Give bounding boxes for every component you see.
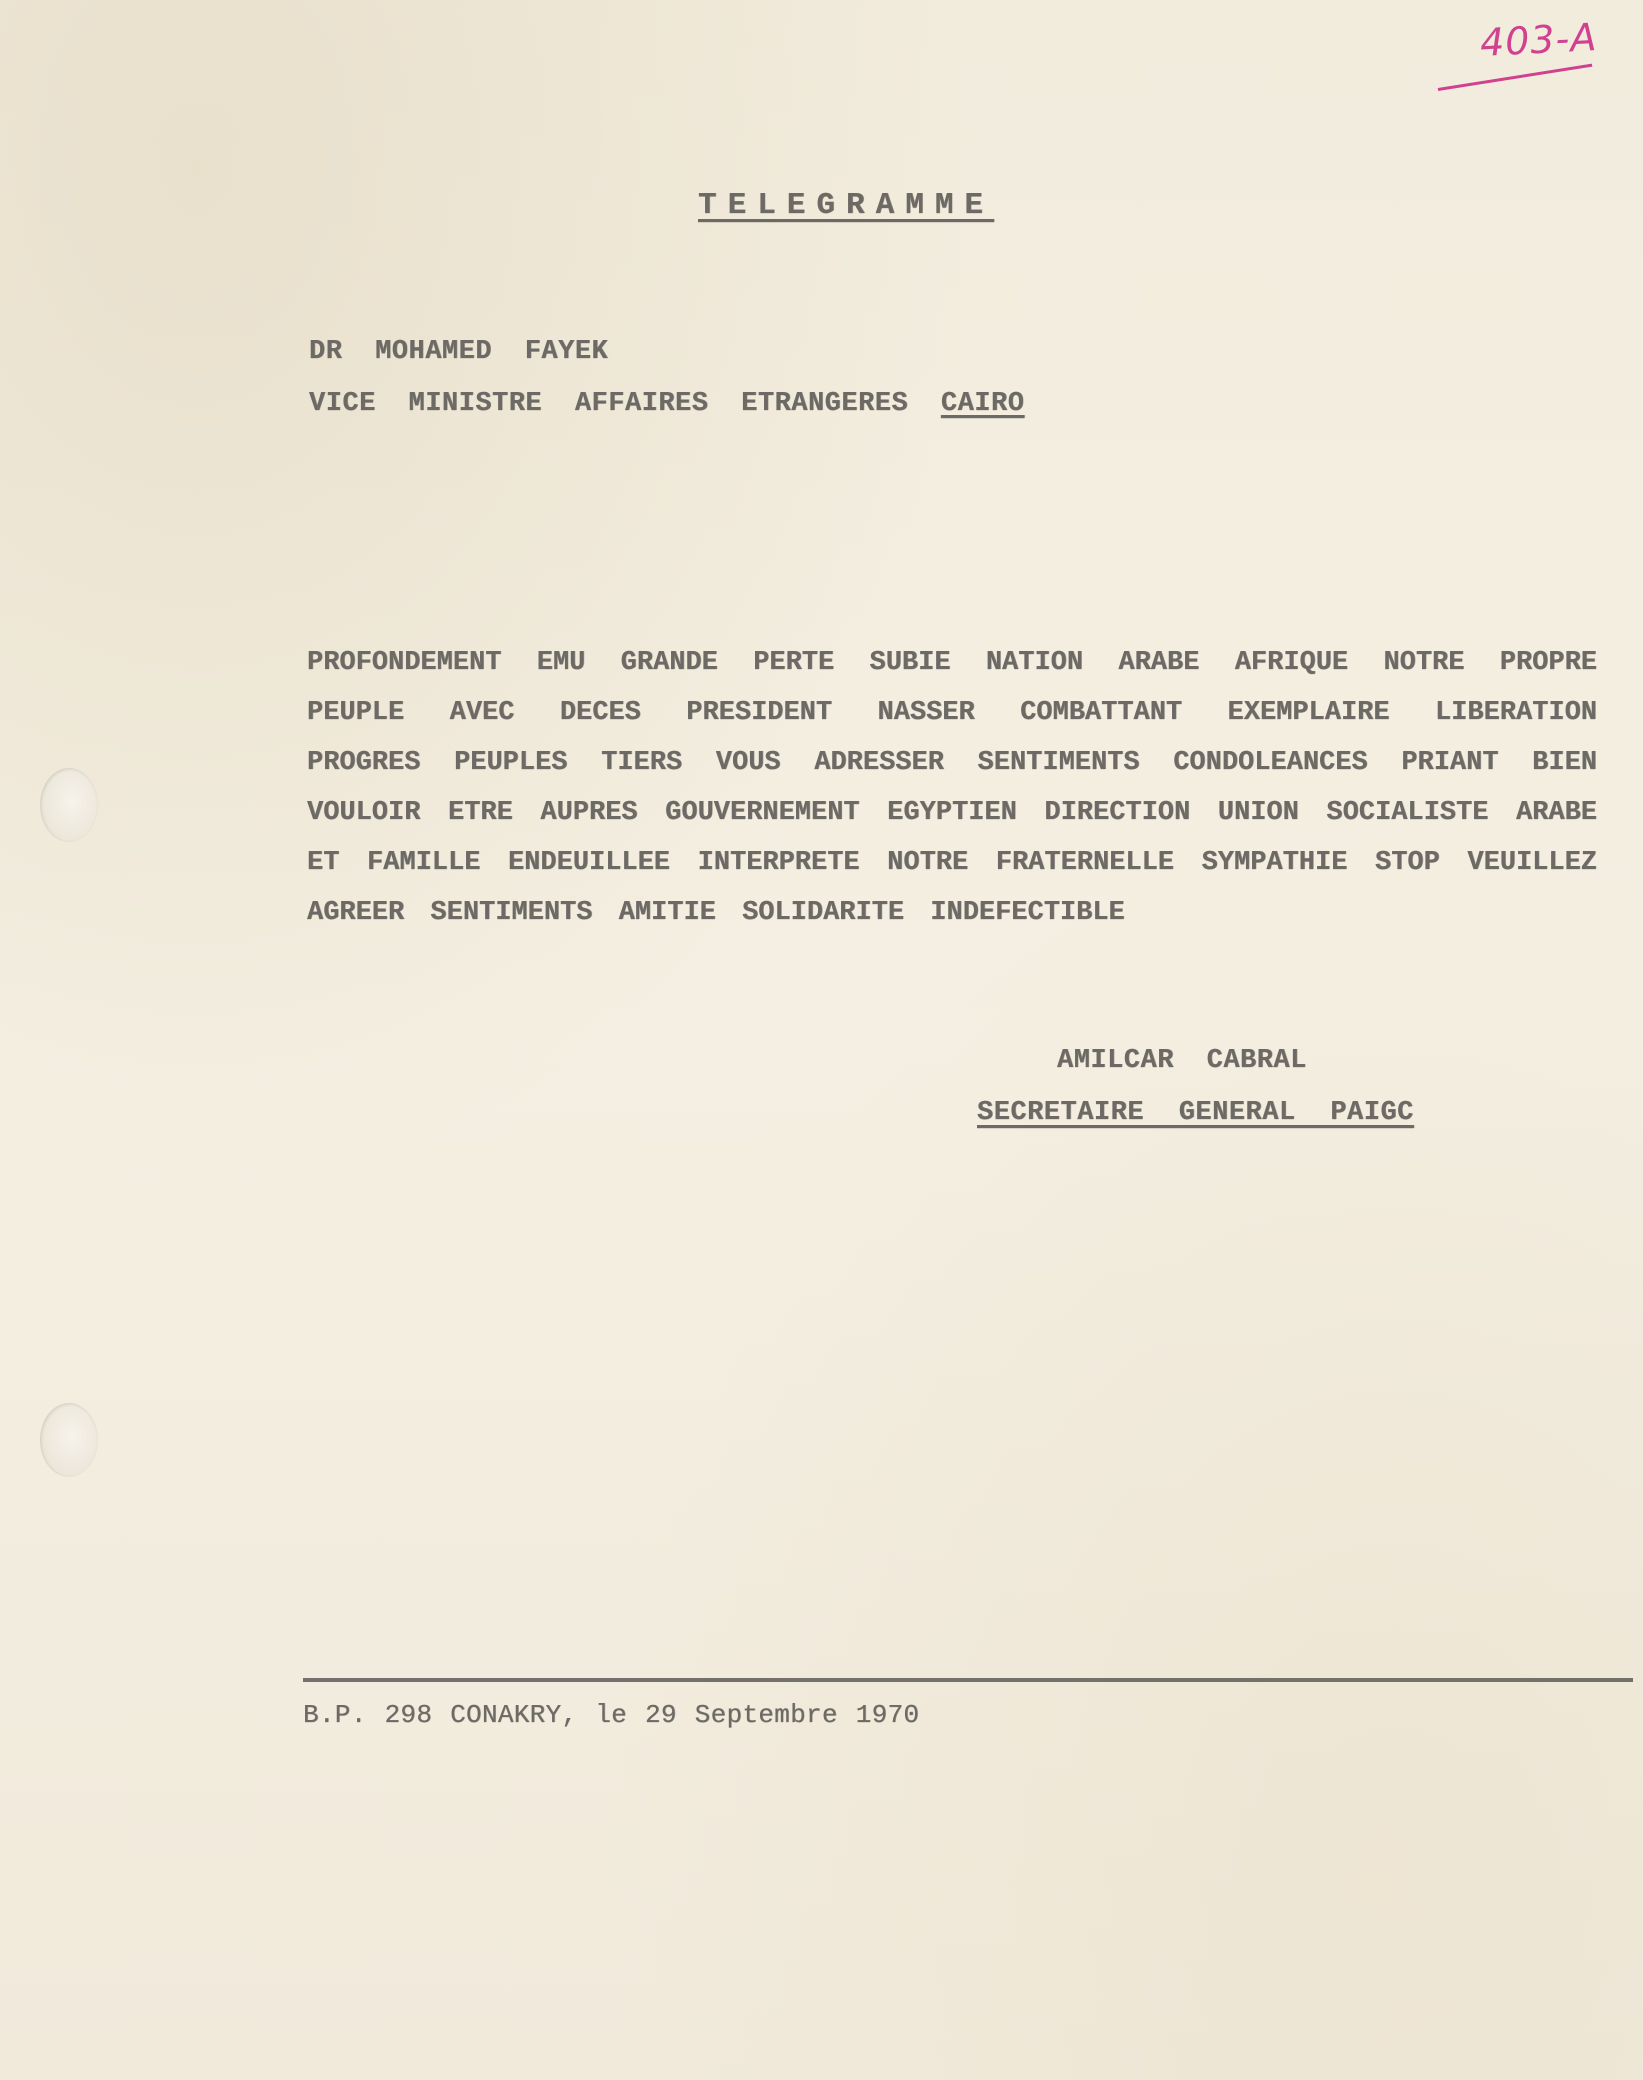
signatory-name: AMILCAR CABRAL <box>1057 1046 1307 1076</box>
recipient-office: VICE MINISTRE AFFAIRES ETRANGERES <box>309 389 909 419</box>
handwritten-underline <box>1438 64 1593 91</box>
handwritten-reference: 403-A <box>1478 14 1599 66</box>
document-title: TELEGRAMME <box>698 188 995 223</box>
recipient-city: CAIRO <box>940 389 1025 419</box>
footer-divider <box>303 1678 1633 1682</box>
signatory-title: SECRETAIRE GENERAL PAIGC <box>977 1098 1414 1128</box>
punch-hole <box>40 768 98 842</box>
telegram-message: PROFONDEMENT EMU GRANDE PERTE SUBIE NATION ARABE AFRIQUE NOTRE PROPRE PEUPLE AVEC DECES PRESIDENT NASSER COMBATTANT EXEMPLAIRE LIBERATION PROGRES PEUPLES TIERS VOUS ADRESSER SENTIMENTS CONDOLEANCES PRIANT BIEN VOULOIR ETRE AUPRES GOUVERNEMENT EGYPTIEN DIRECTION UNION SOCIALISTE ARABE ET FAMILLE ENDEUILLEE INTERPRETE NOTRE FRATERNELLE SYMPATHIE STOP VEUILLEZ AGREER SENTIMENTS AMITIE SOLIDARITE INDEFECTIBLE <box>307 648 1597 928</box>
recipient-address <box>309 389 1024 419</box>
recipient-name: DR MOHAMED FAYEK <box>309 337 609 367</box>
footer-address-date: B.P. 298 CONAKRY, le 29 Septembre 1970 <box>303 1700 920 1730</box>
punch-hole <box>40 1403 98 1477</box>
